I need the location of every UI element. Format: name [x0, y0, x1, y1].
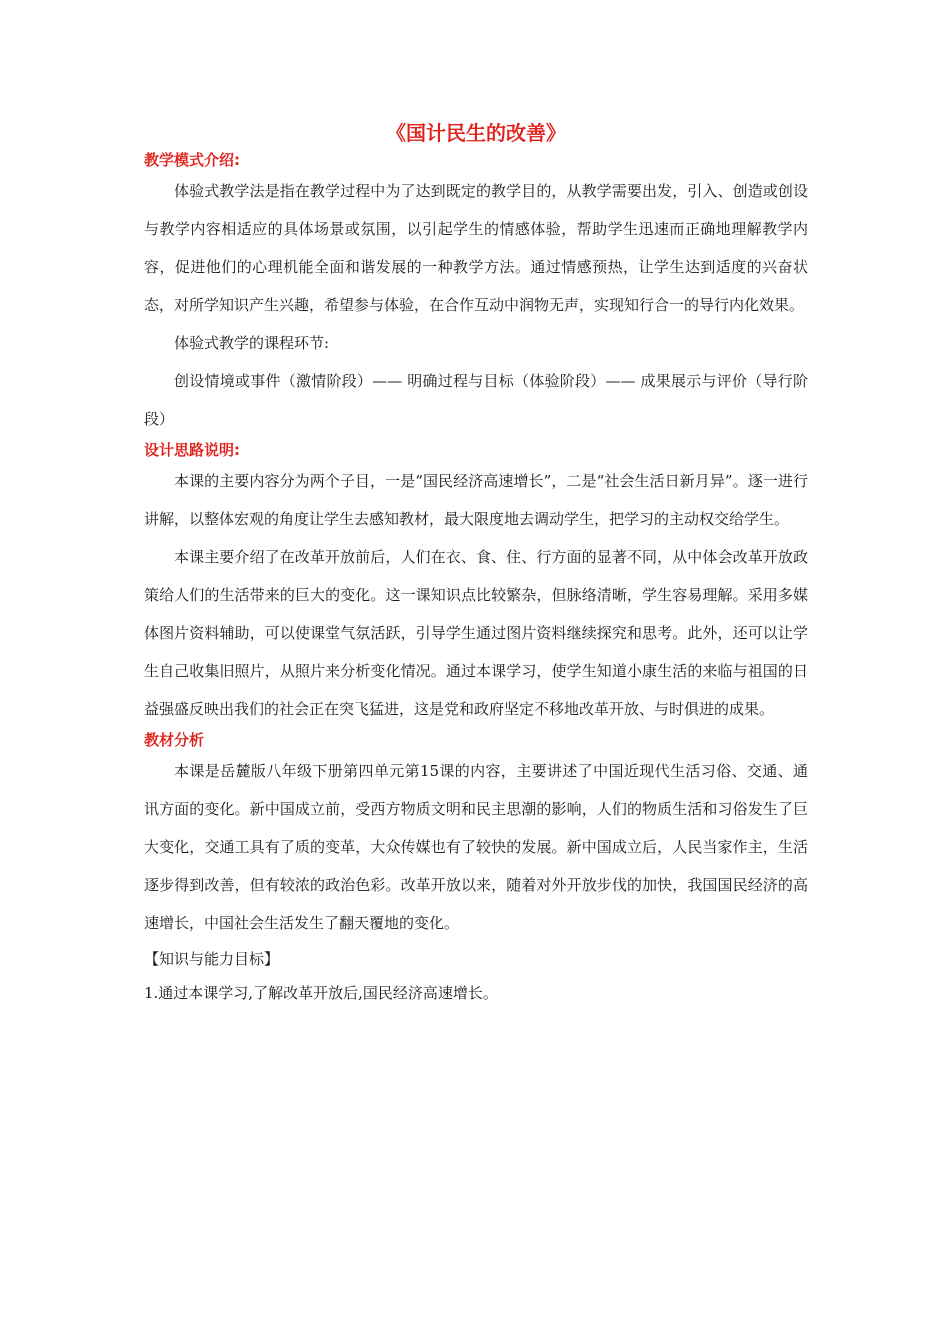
paragraph: 体验式教学法是指在教学过程中为了达到既定的教学目的，从教学需要出发，引入、创造或创设与教学内容相适应的具体场景或氛围，以引起学生的情感体验，帮助学生迅速而正确地理解教学内容，促进他们的心理机能全面和谐发展的一种教学方法。通过情感预热，让学生达到适度的兴奋状态，对所学知识产生兴趣，希望参与体验，在合作互动中润物无声，实现知行合一的导行内化效果。	[144, 182, 808, 314]
paragraph: 体验式教学的课程环节:	[174, 334, 330, 352]
section-heading: 教材分析	[144, 731, 205, 749]
section-design-idea	[144, 438, 808, 728]
paragraph: 本课的主要内容分为两个子目，一是“国民经济高速增长”，二是“社会生活日新月异”。逐一进行讲解，以整体宏观的角度让学生去感知教材，最大限度地去调动学生，把学习的主动权交给学生。	[144, 472, 808, 528]
paragraph: 本课主要介绍了在改革开放前后，人们在衣、食、住、行方面的显著不同，从中体会改革开放政策给人们的生活带来的巨大的变化。这一课知识点比较繁杂，但脉络清晰，学生容易理解。采用多媒体图片资料辅助，可以使课堂气氛活跃，引导学生通过图片资料继续探究和思考。此外，还可以让学生自己收集旧照片，从照片来分析变化情况。通过本课学习，使学生知道小康生活的来临与祖国的日益强盛反映出我们的社会正在突飞猛进，这是党和政府坚定不移地改革开放、与时俱进的成果。	[144, 548, 808, 718]
document-title: 《国计民生的改善》	[386, 121, 566, 145]
paragraph: 本课是岳麓版八年级下册第四单元第15课的内容，主要讲述了中国近现代生活习俗、交通、通讯方面的变化。新中国成立前，受西方物质文明和民主思潮的影响，人们的物质生活和习俗发生了巨大变化，交通工具有了质的变革，大众传媒也有了较快的发展。新中国成立后，人民当家作主，生活逐步得到改善，但有较浓的政治色彩。改革开放以来，随着对外开放步伐的加快，我国国民经济的高速增长，中国社会生活发生了翻天覆地的变化。	[144, 762, 808, 932]
section-heading: 教学模式介绍:	[144, 151, 240, 169]
goal-heading: 【知识与能力目标】	[144, 950, 280, 968]
paragraph: 创设情境或事件（激情阶段）—— 明确过程与目标（体验阶段）—— 成果展示与评价（导行阶段）	[144, 372, 808, 428]
section-textbook-analysis	[144, 728, 808, 1010]
section-teaching-mode	[144, 148, 808, 438]
goal-item: 1.通过本课学习,了解改革开放后,国民经济高速增长。	[144, 984, 498, 1002]
document-page	[144, 118, 808, 1010]
section-heading: 设计思路说明:	[144, 441, 240, 459]
